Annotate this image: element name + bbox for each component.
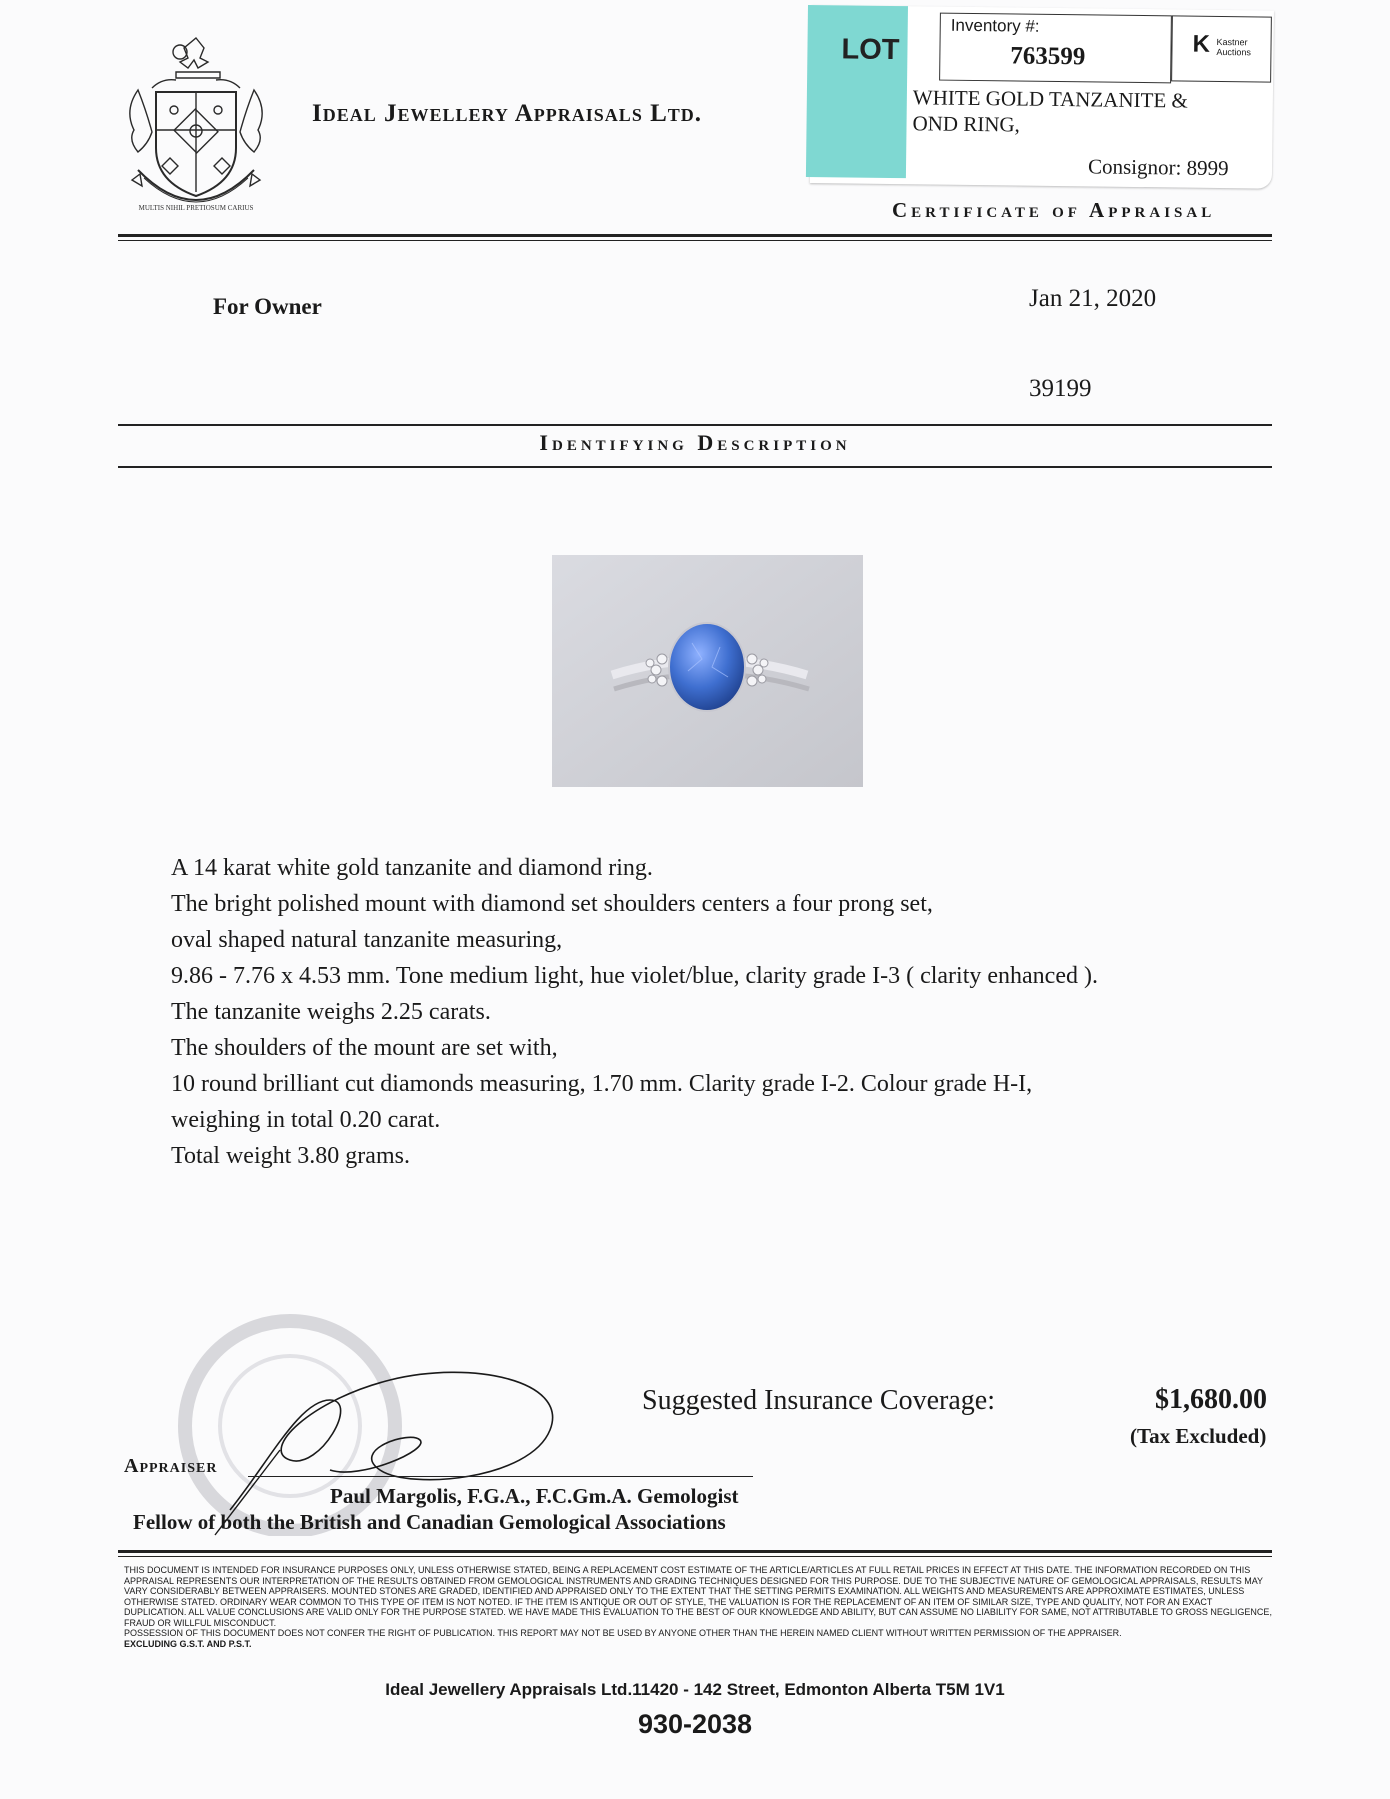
lot-sticker [810,5,1274,189]
ring-photo [552,555,863,787]
appraiser-name: Paul Margolis, F.G.A., F.C.Gm.A. Gemologist [330,1484,739,1508]
lot-item-description [912,84,1188,139]
footer-rule [118,1550,1272,1553]
consignor: Consignor: 8999 [1087,154,1229,181]
appraisal-number: 39199 [1029,375,1092,402]
for-owner: For Owner [213,294,322,319]
ring-description [171,850,1098,1174]
inventory-box [939,13,1172,84]
auction-house-logo [1171,15,1272,82]
appraiser-label: Appraiser [124,1455,218,1477]
description-line: The tanzanite weighs 2.25 carats. [171,999,491,1025]
description-line: The shoulders of the mount are set with, [171,1035,558,1061]
crest-motto: MULTIS NIHIL PRETIOSUM CARIUS [138,204,254,212]
header-rule [118,234,1272,237]
description-line: A 14 karat white gold tanzanite and diamond ring. [171,855,653,881]
header-rule-thin [118,240,1272,241]
appraisal-date: Jan 21, 2020 [1029,285,1157,312]
disclaimer-paragraph: EXCLUDING G.S.T. AND P.S.T. [124,1638,252,1649]
disclaimer-paragraph: THIS DOCUMENT IS INTENDED FOR INSURANCE PURPOSES ONLY, UNLESS OTHERWISE STATED, BEING A REPLACEMENT COST ESTIMATE OF THE ARTICLE/ARTICLES AT FULL RETAIL PRICES IN EFFECT AT THIS DATE. THE INFORMATION RECORDED ON THIS APPRAISAL REPRESENTS OUR INTERPRETATION OF THE RESULTS OBTAINED FROM GEMOLOGICAL INSTRUMENTS AND GRADING TECHNIQUES DESIGNED FOR THIS PURPOSE. DUE TO THE SUBJECTIVE NATURE OF GEMOLOGICAL APPRAISALS, RESULTS MAY VARY CONSIDERABLY BETWEEN APPRAISERS. MOUNTED STONES ARE GRADED, IDENTIFIED AND APPRAISED ONLY TO THE EXTENT THAT THE SETTING PERMITS EXAMINATION. ALL WEIGHTS AND MEASUREMENTS ARE APPROXIMATE ESTIMATES, UNLESS OTHERWISE STATED. ORDINARY WEAR COMMON TO THIS TYPE OF ITEM IS NOT NOTED. IF THE ITEM IS ANTIQUE OR OUT OF STYLE, THE VALUATION IS FOR THE REPLACEMENT OF AN ITEM OF SIMILAR SIZE, TYPE AND QUALITY, NOT FOR AN EXACT DUPLICATION. ALL VALUE CONCLUSIONS ARE VALID ONLY FOR THE PURPOSE STATED. WE HAVE MADE THIS EVALUATION TO THE BEST OF OUR KNOWLEDGE AND ABILITY, BUT CAN ASSUME NO LIABILITY FOR SAME, NOT ATTRIBUTABLE TO GROSS NEGLIGENCE, FRAUD OR WILLFUL MISCONDUCT. [124,1565,1272,1628]
identifying-description-title: Identifying Description [539,430,851,455]
lot-tag [806,5,908,178]
footer-rule-thin [118,1556,1272,1557]
company-name: Ideal Jewellery Appraisals Ltd. [312,100,703,127]
appraiser-fellowship: Fellow of both the British and Canadian Gemological Associations [133,1510,726,1534]
lot-item-line: WHITE GOLD TANZANITE & [912,85,1188,113]
section-rule-bottom [118,466,1272,468]
coat-of-arms-crest-icon [118,30,274,225]
legal-disclaimer [124,1565,1276,1649]
description-line: Total weight 3.80 grams. [171,1143,410,1169]
description-line: 9.86 - 7.76 x 4.53 mm. Tone medium light, hue violet/blue, clarity grade I-3 ( clarity enhanced ). [171,963,1098,989]
inventory-number: 763599 [1010,42,1086,71]
company-address: Ideal Jewellery Appraisals Ltd.11420 - 142 Street, Edmonton Alberta T5M 1V1 [385,1680,1005,1699]
description-line: 10 round brilliant cut diamonds measuring, 1.70 mm. Clarity grade I-2. Colour grade H-I, [171,1071,1033,1097]
insurance-value: $1,680.00 [1155,1384,1267,1415]
signature-line [248,1476,753,1477]
description-line: oval shaped natural tanzanite measuring, [171,927,563,953]
section-rule-top [118,424,1272,426]
lot-item-line: OND RING, [912,111,1021,137]
lot-label: LOT [841,33,900,67]
insurance-note: (Tax Excluded) [1130,1424,1267,1448]
company-phone: 930-2038 [637,1709,753,1739]
description-line: The bright polished mount with diamond set shoulders centers a four prong set, [171,891,933,917]
certificate-title: Certificate of Appraisal [892,198,1216,222]
insurance-label: Suggested Insurance Coverage: [642,1385,995,1416]
disclaimer-paragraph: POSSESSION OF THIS DOCUMENT DOES NOT CONFER THE RIGHT OF PUBLICATION. THIS REPORT MAY NOT BE USED BY ANYONE OTHER THAN THE HEREIN NAMED CLIENT WITHOUT WRITTEN PERMISSION OF THE APPRAISER. [124,1628,1122,1638]
auction-house-mark: K [1192,30,1211,58]
auction-house-name: Kastner Auctions [1216,36,1252,58]
description-line: weighing in total 0.20 carat. [171,1107,441,1133]
inventory-label: Inventory #: [950,15,1040,36]
